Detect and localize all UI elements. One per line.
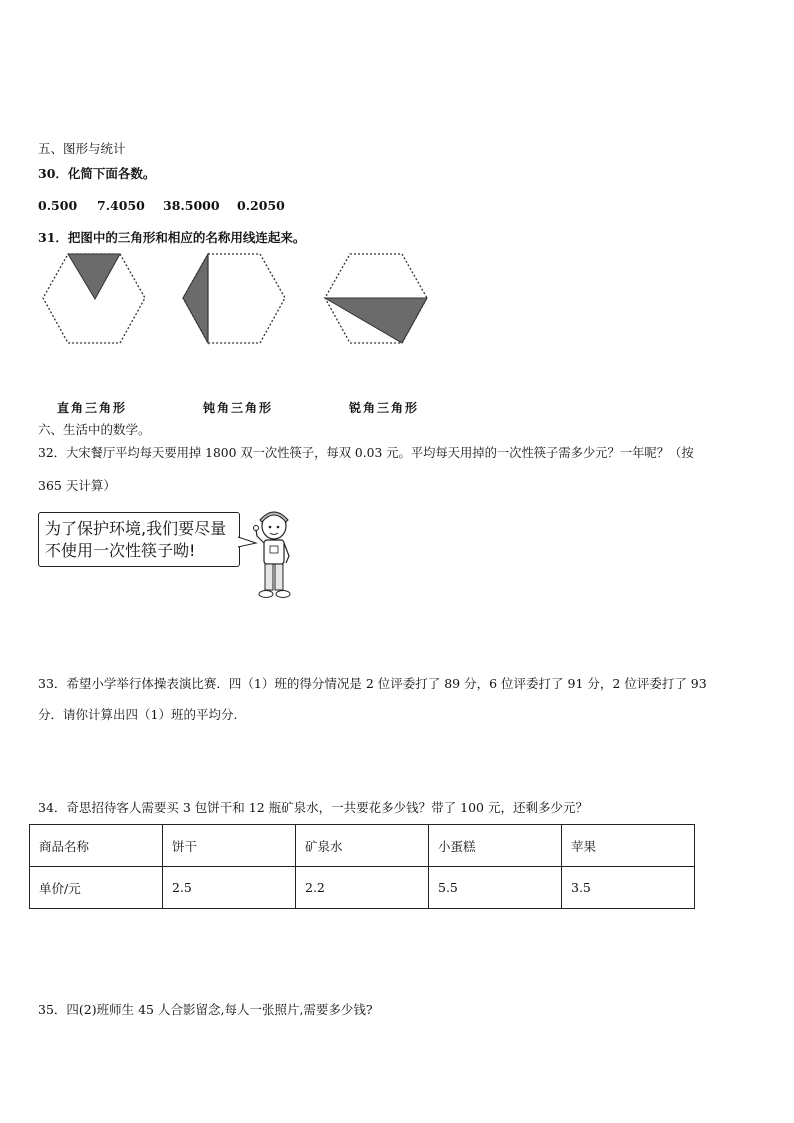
question-33-line-2: 分．请你计算出四（1）班的平均分. <box>38 707 238 722</box>
question-32-line-1: 32．大宋餐厅平均每天要用掉 1800 双一次性筷子，每双 0.03 元。平均每天用掉的一次性筷子需多少元？一年呢？（按 <box>38 446 694 460</box>
hexagon-figure-1 <box>40 252 148 346</box>
q30-number-2: 7.4050 <box>97 198 145 213</box>
table-cell: 饼干 <box>163 825 296 867</box>
q30-number-4: 0.2050 <box>237 198 285 213</box>
q30-number-3: 38.5000 <box>163 198 220 213</box>
section-title-5: 五、图形与统计 <box>38 141 126 156</box>
triangle-shape-1 <box>68 254 120 299</box>
table-cell: 小蛋糕 <box>429 825 562 867</box>
price-table <box>29 824 695 909</box>
bubble-text-line-2: 不使用一次性筷子呦! <box>45 541 196 560</box>
question-33-line-1: 33．希望小学举行体操表演比赛．四（1）班的得分情况是 2 位评委打了 89 分，6 位评委打了 91 分，2 位评委打了 93 <box>38 676 707 691</box>
question-32-line-2: 365 天计算） <box>38 478 116 493</box>
q30-number-1: 0.500 <box>38 198 78 213</box>
hexagon-figure-3 <box>322 252 430 346</box>
table-cell: 单价/元 <box>30 867 163 909</box>
label-acute-triangle: 锐角三角形 <box>349 401 420 415</box>
table-cell: 商品名称 <box>30 825 163 867</box>
table-header-row <box>30 825 695 867</box>
table-cell: 3.5 <box>562 867 695 909</box>
label-obtuse-triangle: 钝角三角形 <box>203 401 274 415</box>
label-right-triangle: 直角三角形 <box>57 401 128 415</box>
table-cell: 矿泉水 <box>296 825 429 867</box>
cartoon-boy-illustration <box>252 508 296 600</box>
triangle-shape-2 <box>183 254 208 343</box>
table-cell: 5.5 <box>429 867 562 909</box>
question-31: 31．把图中的三角形和相应的名称用线连起来。 <box>38 230 306 245</box>
table-cell: 2.2 <box>296 867 429 909</box>
question-34: 34．奇思招待客人需要买 3 包饼干和 12 瓶矿泉水，一共要花多少钱？带了 100 元，还剩多少元？ <box>38 800 588 815</box>
speech-bubble <box>38 512 240 567</box>
triangle-shape-3 <box>325 298 427 343</box>
section-title-6: 六、生活中的数学。 <box>38 422 151 437</box>
table-row <box>30 867 695 909</box>
table-cell: 2.5 <box>163 867 296 909</box>
bubble-text-line-1: 为了保护环境,我们要尽量 <box>45 519 227 538</box>
table-cell: 苹果 <box>562 825 695 867</box>
question-30: 30．化简下面各数。 <box>38 166 156 181</box>
question-35: 35．四(2)班师生 45 人合影留念,每人一张照片,需要多少钱? <box>38 1002 373 1017</box>
hexagon-figure-2 <box>180 252 288 346</box>
